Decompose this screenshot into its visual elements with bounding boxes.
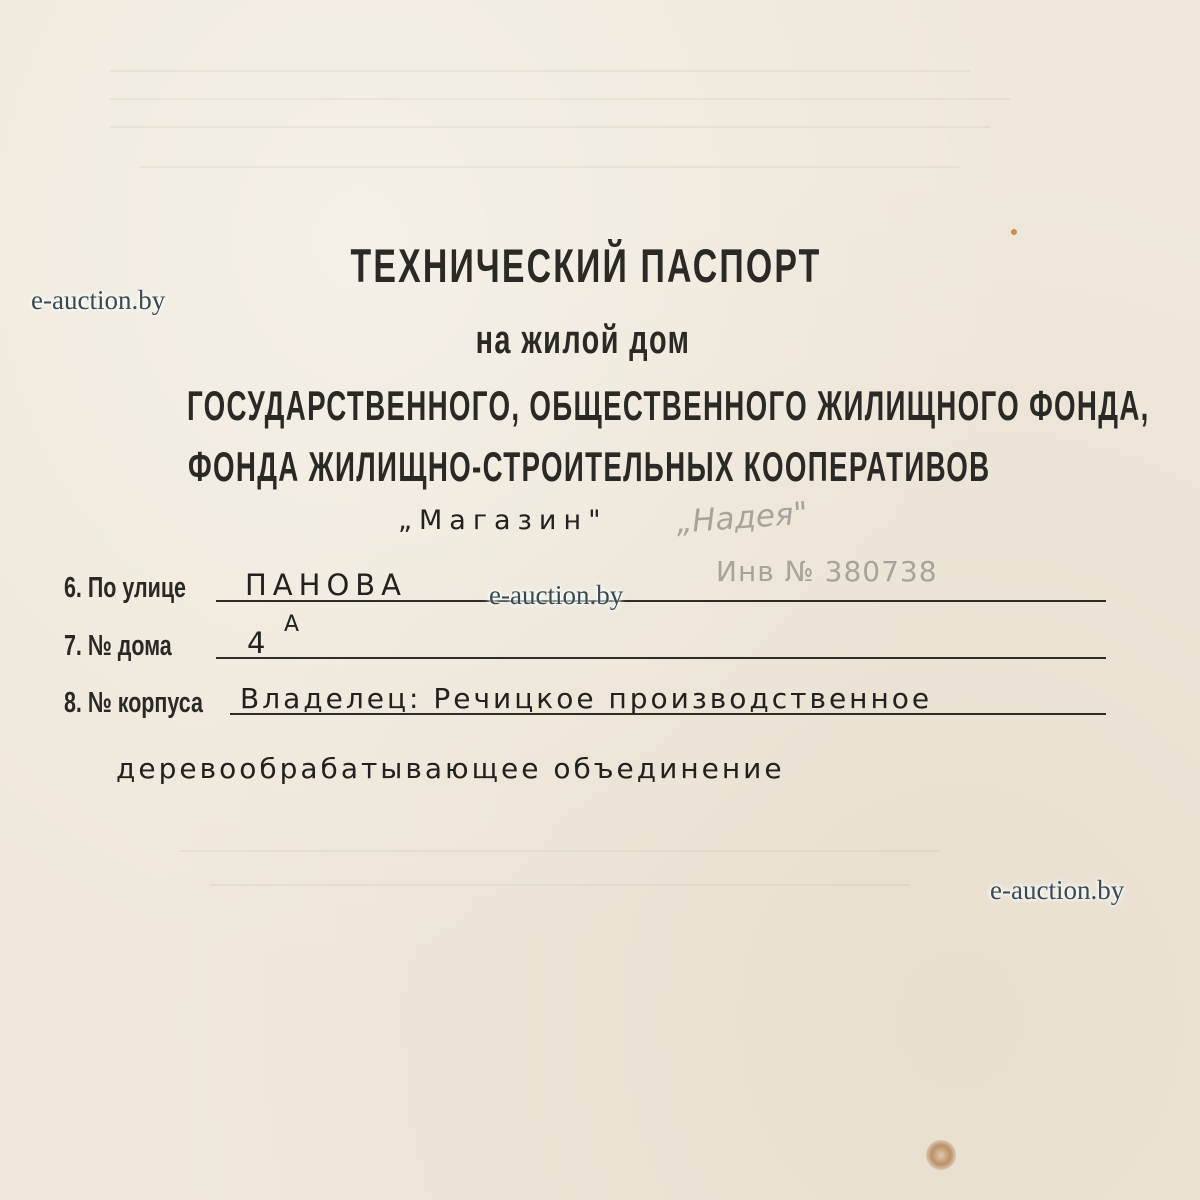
building-name-handwritten: „Магазин" — [398, 505, 608, 536]
street-label: 6. По улице — [64, 572, 186, 604]
bleed-through-line — [110, 70, 970, 72]
document-title: ТЕХНИЧЕСКИЙ ПАСПОРТ — [350, 239, 822, 292]
document-cooperative-line: ФОНДА ЖИЛИЩНО-СТРОИТЕЛЬНЫХ КООПЕРАТИВОВ — [187, 443, 991, 490]
document-subtitle: на жилой дом — [475, 318, 691, 362]
house-number-rule — [216, 657, 1106, 659]
pencil-annotation-name: „Надея" — [674, 495, 809, 541]
watermark-middle: e-auction.by — [489, 580, 624, 610]
bleed-through-line — [110, 98, 1010, 100]
house-number-value: 4 — [247, 626, 270, 660]
watermark-top-left: e-auction.by — [31, 285, 166, 315]
owner-line-2: деревообрабатывающее объединение — [116, 752, 785, 785]
bleed-through-line — [180, 850, 940, 852]
speck-stain — [1011, 229, 1017, 235]
house-number-label: 7. № дома — [64, 630, 172, 662]
bleed-through-line — [210, 884, 910, 886]
bleed-through-line — [110, 126, 990, 128]
inventory-number: Инв № 380738 — [716, 555, 938, 588]
owner-line-1: Владелец: Речицкое производственное — [240, 682, 933, 715]
block-label: 8. № корпуса — [64, 687, 203, 719]
street-value: ПАНОВА — [245, 568, 408, 602]
watermark-bottom-right: e-auction.by — [990, 875, 1125, 905]
bleed-through-line — [140, 166, 960, 168]
document-fund-line: ГОСУДАРСТВЕННОГО, ОБЩЕСТВЕННОГО ЖИЛИЩНОГО ФОНДА, — [186, 382, 1150, 429]
house-number-suffix: А — [284, 612, 304, 637]
rust-stain — [926, 1140, 956, 1170]
